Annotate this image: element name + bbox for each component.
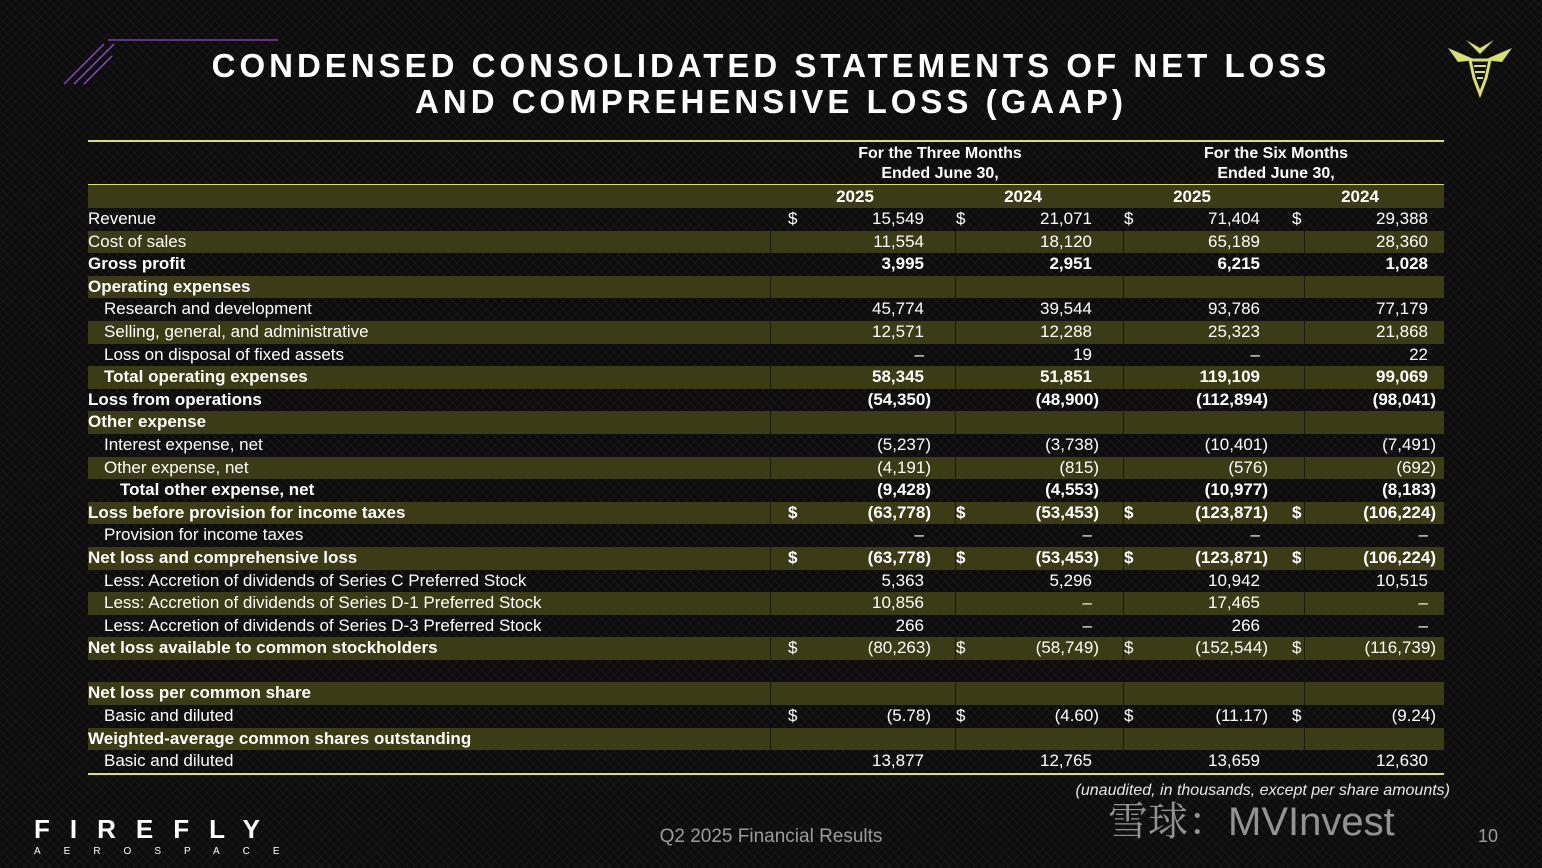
footer-title: Q2 2025 Financial Results — [659, 826, 883, 847]
row-label: Basic and diluted — [104, 706, 234, 726]
row-value: 22 — [1409, 344, 1428, 364]
row-value: 17,465 — [1208, 593, 1260, 613]
row-value: 3,995 — [881, 254, 924, 274]
statement-row — [88, 728, 1444, 751]
firefly-logo-icon — [1446, 38, 1514, 98]
statement-rows — [88, 208, 1444, 773]
row-value: (152,544) — [1195, 638, 1268, 658]
row-value: 58,345 — [872, 367, 924, 387]
currency-symbol: $ — [1292, 638, 1302, 658]
currency-symbol: $ — [788, 547, 798, 567]
three-months-header: For the Three Months Ended June 30, — [858, 145, 1022, 182]
row-value: 45,774 — [872, 299, 924, 319]
row-value: (9,428) — [877, 480, 931, 500]
row-value: 13,877 — [872, 751, 924, 771]
row-value: (10,401) — [1204, 434, 1268, 454]
year-col-3: 2025 — [1173, 187, 1211, 206]
row-value: 266 — [1231, 615, 1260, 635]
row-value: (4,191) — [877, 457, 931, 477]
column-divider — [770, 366, 771, 389]
currency-symbol: $ — [788, 502, 798, 522]
statement-row — [88, 479, 1444, 502]
statement-row — [88, 750, 1444, 773]
currency-symbol: $ — [1292, 547, 1302, 567]
row-label: Other expense, net — [104, 457, 249, 477]
row-value: (7,491) — [1382, 434, 1436, 454]
row-value: 10,942 — [1208, 570, 1260, 590]
row-value: (116,739) — [1364, 638, 1436, 658]
row-value: 12,630 — [1376, 751, 1428, 771]
statement-row — [88, 524, 1444, 547]
year-col-2: 2024 — [1004, 187, 1042, 206]
row-value: 77,179 — [1376, 299, 1428, 319]
row-value: 5,363 — [881, 570, 924, 590]
statement-row — [88, 682, 1444, 705]
column-divider — [1123, 411, 1124, 434]
row-label: Operating expenses — [88, 276, 251, 296]
row-value: (123,871) — [1195, 547, 1268, 567]
statement-row — [88, 253, 1444, 276]
currency-symbol: $ — [1124, 209, 1134, 228]
row-value: 21,071 — [1040, 209, 1092, 228]
column-divider — [955, 321, 956, 344]
column-divider — [1304, 276, 1305, 299]
column-divider — [770, 502, 771, 525]
currency-symbol: $ — [1292, 209, 1302, 228]
row-value: 1,028 — [1385, 254, 1428, 274]
statement-row — [88, 366, 1444, 389]
currency-symbol: $ — [956, 638, 966, 658]
row-label: Revenue — [88, 209, 157, 228]
table-bottom-rule — [88, 773, 1444, 775]
brand-name: FIREFLY — [34, 814, 280, 844]
column-divider — [1304, 321, 1305, 344]
row-value: 15,549 — [872, 209, 924, 228]
currency-symbol: $ — [1292, 502, 1302, 522]
statement-row — [88, 547, 1444, 570]
statement-row — [88, 389, 1444, 412]
year-col-4: 2024 — [1341, 187, 1379, 206]
column-divider — [1304, 411, 1305, 434]
column-divider — [955, 366, 956, 389]
statement-row — [88, 457, 1444, 480]
page-number: 10 — [1478, 826, 1499, 846]
row-value: 25,323 — [1208, 321, 1260, 341]
currency-symbol: $ — [788, 209, 798, 228]
row-value: 12,765 — [1040, 751, 1092, 771]
currency-symbol: $ — [1124, 706, 1134, 726]
row-value: (53,453) — [1035, 502, 1099, 522]
row-value: – — [1082, 615, 1092, 635]
column-divider — [1123, 276, 1124, 299]
row-value: (4,553) — [1045, 480, 1099, 500]
row-value: – — [1418, 525, 1428, 545]
row-value: – — [1250, 344, 1260, 364]
row-value: (106,224) — [1363, 547, 1436, 567]
column-divider — [955, 457, 956, 480]
row-value: (63,778) — [867, 547, 931, 567]
row-label: Research and development — [104, 299, 312, 319]
row-value: 18,120 — [1040, 231, 1092, 251]
column-divider — [1123, 457, 1124, 480]
column-divider — [1123, 592, 1124, 615]
row-value: 12,288 — [1040, 321, 1092, 341]
statement-row — [88, 344, 1444, 367]
row-value: 21,868 — [1376, 321, 1428, 341]
column-divider — [770, 637, 771, 660]
row-value: 29,388 — [1376, 209, 1428, 228]
row-value: (106,224) — [1363, 502, 1436, 522]
row-label: Weighted-average common shares outstanding — [88, 728, 472, 748]
row-value: (8,183) — [1382, 480, 1436, 500]
column-divider — [770, 728, 771, 751]
year-header-row — [88, 184, 1444, 208]
row-value: 93,786 — [1208, 299, 1260, 319]
row-value: – — [1418, 593, 1428, 613]
row-label: Total operating expenses — [104, 367, 308, 387]
row-value: – — [914, 525, 924, 545]
currency-symbol: $ — [788, 638, 798, 658]
column-divider — [955, 682, 956, 705]
page-title — [0, 48, 1542, 120]
statement-row — [88, 570, 1444, 593]
column-divider — [1123, 366, 1124, 389]
statement-row — [88, 592, 1444, 615]
statement-row — [88, 321, 1444, 344]
row-value: – — [914, 344, 924, 364]
row-value: (53,453) — [1035, 547, 1099, 567]
row-value: 10,515 — [1376, 570, 1428, 590]
row-label: Cost of sales — [88, 231, 187, 251]
row-label: Net loss per common share — [88, 683, 311, 703]
unaudited-note: (unaudited, in thousands, except per share amounts) — [1075, 782, 1450, 799]
row-value: (98,041) — [1372, 389, 1436, 409]
currency-symbol: $ — [956, 547, 966, 567]
row-label: Loss from operations — [88, 389, 262, 409]
column-divider — [770, 547, 771, 570]
row-value: (692) — [1396, 457, 1436, 477]
column-divider — [955, 411, 956, 434]
row-label: Selling, general, and administrative — [104, 321, 369, 341]
statement-row — [88, 231, 1444, 254]
row-value: 119,109 — [1199, 367, 1260, 387]
statement-row — [88, 637, 1444, 660]
six-months-header: For the Six Months Ended June 30, — [1204, 145, 1348, 182]
row-value: 13,659 — [1208, 751, 1260, 771]
row-value: (54,350) — [867, 389, 931, 409]
statement-row — [88, 434, 1444, 457]
row-label: Loss before provision for income taxes — [88, 502, 406, 522]
currency-symbol: $ — [788, 706, 798, 726]
currency-symbol: $ — [956, 502, 966, 522]
row-value: – — [1418, 615, 1428, 635]
statement-row — [88, 660, 1444, 683]
statement-row — [88, 705, 1444, 728]
row-label: Total other expense, net — [120, 480, 315, 500]
currency-symbol: $ — [1124, 638, 1134, 658]
column-divider — [1304, 682, 1305, 705]
column-divider — [770, 276, 771, 299]
column-divider — [1304, 231, 1305, 254]
column-divider — [1304, 592, 1305, 615]
column-divider — [1304, 366, 1305, 389]
row-value: (123,871) — [1195, 502, 1268, 522]
row-label: Net loss and comprehensive loss — [88, 547, 358, 567]
row-label: Less: Accretion of dividends of Series D-1 Preferred Stock — [104, 593, 542, 613]
column-divider — [955, 231, 956, 254]
row-value: – — [1250, 525, 1260, 545]
column-divider — [955, 592, 956, 615]
row-label: Basic and diluted — [104, 751, 234, 771]
row-value: 39,544 — [1040, 299, 1092, 319]
row-label: Net loss available to common stockholders — [88, 638, 438, 658]
row-value: (576) — [1228, 457, 1268, 477]
watermark-text: 雪球：MVInvest — [1108, 800, 1395, 844]
row-value: (112,894) — [1196, 389, 1268, 409]
row-label: Less: Accretion of dividends of Series C Preferred Stock — [104, 570, 527, 590]
row-label: Interest expense, net — [104, 434, 263, 454]
row-value: 51,851 — [1040, 367, 1092, 387]
row-value: – — [1082, 593, 1092, 613]
column-divider — [770, 457, 771, 480]
row-value: 5,296 — [1049, 570, 1092, 590]
column-divider — [1123, 231, 1124, 254]
row-value: (80,263) — [867, 638, 931, 658]
currency-symbol: $ — [1124, 547, 1134, 567]
column-divider — [770, 231, 771, 254]
currency-symbol: $ — [956, 209, 966, 228]
table-top-rule — [88, 140, 1444, 142]
row-value: 6,215 — [1217, 254, 1260, 274]
row-value: (10,977) — [1204, 480, 1268, 500]
row-value: (3,738) — [1045, 434, 1099, 454]
column-divider — [770, 592, 771, 615]
row-value: (63,778) — [867, 502, 931, 522]
column-divider — [770, 411, 771, 434]
statement-row — [88, 502, 1444, 525]
column-divider — [770, 321, 771, 344]
row-value: (58,749) — [1035, 638, 1099, 658]
row-value: 10,856 — [872, 593, 924, 613]
row-value: 266 — [895, 615, 924, 635]
row-label: Other expense — [88, 412, 207, 432]
title-line-2: AND COMPREHENSIVE LOSS (GAAP) — [415, 83, 1127, 120]
row-value: (5,237) — [877, 434, 931, 454]
row-value: (815) — [1059, 457, 1099, 477]
currency-symbol: $ — [956, 706, 966, 726]
row-value: 28,360 — [1376, 231, 1428, 251]
row-value: (5.78) — [886, 706, 931, 726]
column-divider — [770, 682, 771, 705]
brand-subtitle: AEROSPACE — [34, 846, 303, 857]
row-value: 11,554 — [873, 231, 924, 251]
row-value: – — [1082, 525, 1092, 545]
row-value: (11.17) — [1215, 706, 1268, 726]
row-value: 19 — [1073, 344, 1092, 364]
statement-row — [88, 276, 1444, 299]
row-value: 12,571 — [872, 321, 924, 341]
column-divider — [1304, 728, 1305, 751]
row-label: Provision for income taxes — [104, 525, 304, 545]
column-divider — [1123, 682, 1124, 705]
statement-row — [88, 411, 1444, 434]
row-label: Gross profit — [88, 254, 186, 274]
row-label: Loss on disposal of fixed assets — [104, 344, 345, 364]
statement-row — [88, 208, 1444, 231]
currency-symbol: $ — [1124, 502, 1134, 522]
column-divider — [1123, 728, 1124, 751]
row-value: 2,951 — [1049, 254, 1092, 274]
row-value: 99,069 — [1376, 367, 1428, 387]
row-label: Less: Accretion of dividends of Series D-3 Preferred Stock — [104, 615, 542, 635]
row-value: 65,189 — [1208, 231, 1260, 251]
row-value: (48,900) — [1035, 389, 1099, 409]
column-divider — [955, 276, 956, 299]
column-divider — [1123, 321, 1124, 344]
column-divider — [1304, 457, 1305, 480]
currency-symbol: $ — [1292, 706, 1302, 726]
row-value: 71,404 — [1208, 209, 1260, 228]
statement-row — [88, 615, 1444, 638]
statement-row — [88, 298, 1444, 321]
title-line-1: CONDENSED CONSOLIDATED STATEMENTS OF NET LOSS — [211, 47, 1331, 84]
column-divider — [955, 728, 956, 751]
year-col-1: 2025 — [836, 187, 874, 206]
row-value: (4.60) — [1054, 706, 1099, 726]
row-value: (9.24) — [1391, 706, 1436, 726]
